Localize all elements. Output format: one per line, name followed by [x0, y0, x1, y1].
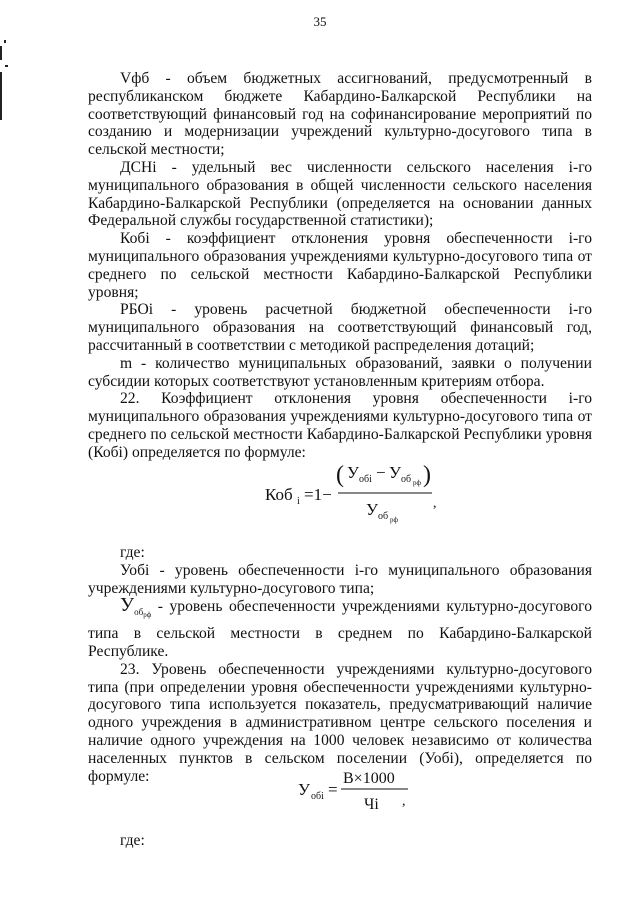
formula-uobi-den: Чі — [364, 796, 379, 813]
definition-uobrf-sub: об — [134, 607, 144, 618]
formula-kob-lhs-sub: i — [297, 496, 300, 507]
formula-uobi — [290, 765, 430, 825]
formula-uobi-num: В×1000 — [343, 770, 395, 787]
formula-kob-den-subsub: рф — [390, 516, 399, 524]
formula-kob-tail: , — [433, 496, 437, 511]
formula-kob-num-b-sub: об — [401, 474, 412, 485]
scan-mark — [4, 40, 6, 43]
formula-kob-num-a-sub: обі — [359, 474, 372, 485]
formula-uobi-lhs: У — [298, 780, 311, 799]
formula-kob-lhs: Коб — [265, 485, 293, 504]
formula-kob-num-b: У — [389, 463, 402, 482]
formula-kob-num-b-subsub: рф — [413, 479, 422, 487]
gde-label-1: где: — [120, 544, 145, 561]
definition-uobi: Уобі - уровень обеспеченности і-го муниципального образования учреждениями культурно-досугового типа; — [88, 561, 592, 597]
paren-right: ) — [423, 462, 431, 488]
formula-uobi-lhs-sub: обі — [311, 791, 324, 802]
gde-label-2: где: — [120, 832, 145, 849]
definition-uobrf — [88, 594, 592, 660]
formula-kob — [250, 455, 450, 530]
body-text-footer — [88, 832, 592, 850]
formula-kob-num-a: У — [347, 463, 360, 482]
body-text-upper — [88, 70, 592, 462]
definition-uobrf-text: - уровень обеспеченности учреждениями культурно-досугового типа в сельской местности в среднем по Кабардино-Балкарской Республике. — [88, 598, 592, 660]
formula-kob-den-sub: об — [378, 511, 389, 522]
paragraph-dsni: ДСНі - удельный вес численности сельского населения і-го муниципального образования в общей численности сельского населения Кабардино-Балкарской Республики (определяется на основании данных Федеральной службы государственной статистики); — [88, 158, 592, 230]
paragraph-22: 22. Коэффициент отклонения уровня обеспеченности і-го муниципального образования учреждениями культурно-досугового типа от среднего по сельской местности Кабардино-Балкарской Республики уровня (Кобі) определяется по формуле: — [88, 390, 592, 461]
scan-mark — [5, 65, 8, 67]
formula-uobi-eq: = — [328, 780, 338, 799]
scan-mark — [0, 72, 2, 120]
formula-uobi-tail: , — [402, 794, 406, 809]
formula-kob-minus: − — [376, 463, 386, 482]
paragraph-23: 23. Уровень обеспеченности учреждениями культурно-досугового типа (при определении уровня обеспеченности учреждениями культурно-досугового типа используется показатель, предусматривающий наличие одного учреждения в административном центре сельского поселения и наличие одного учреждения на 1000 человек независимо от количества населенных пунктов в сельском поселении (Уобі), определяется по формуле: — [88, 660, 592, 785]
definition-uobrf-subsub: рф — [143, 611, 152, 620]
paragraph-vfb: Vфб - объем бюджетных ассигнований, предусмотренный в республиканском бюджете Кабардино-Балкарской Республики на соответствующий финансовый год на софинансирование мероприятий по созданию и модернизации учреждений культурно-досугового типа в сельской местности; — [88, 70, 592, 159]
paragraph-rboi: РБОі - уровень расчетной бюджетной обеспеченности і-го муниципального образования на соответствующий финансовый год, рассчитанный в соответствии с методикой распределения дотаций; — [88, 301, 592, 354]
formula-kob-eq: =1− — [304, 485, 332, 504]
paragraph-m: m - количество муниципальных образований, заявки о получении субсидии которых соответствуют установленным критериям отбора. — [88, 354, 592, 390]
scan-mark — [0, 46, 2, 60]
paragraph-kobi: Кобі - коэффициент отклонения уровня обеспеченности і-го муниципального образования учреждениями культурно-досугового типа от среднего по сельской местности Кабардино-Балкарской Республики уровня; — [88, 230, 592, 301]
page-number: 35 — [313, 14, 327, 29]
body-text-lower — [88, 544, 592, 785]
formula-kob-den: У — [366, 500, 379, 519]
definition-uobrf-symbol: У — [120, 594, 135, 617]
paren-left: ( — [336, 462, 344, 488]
